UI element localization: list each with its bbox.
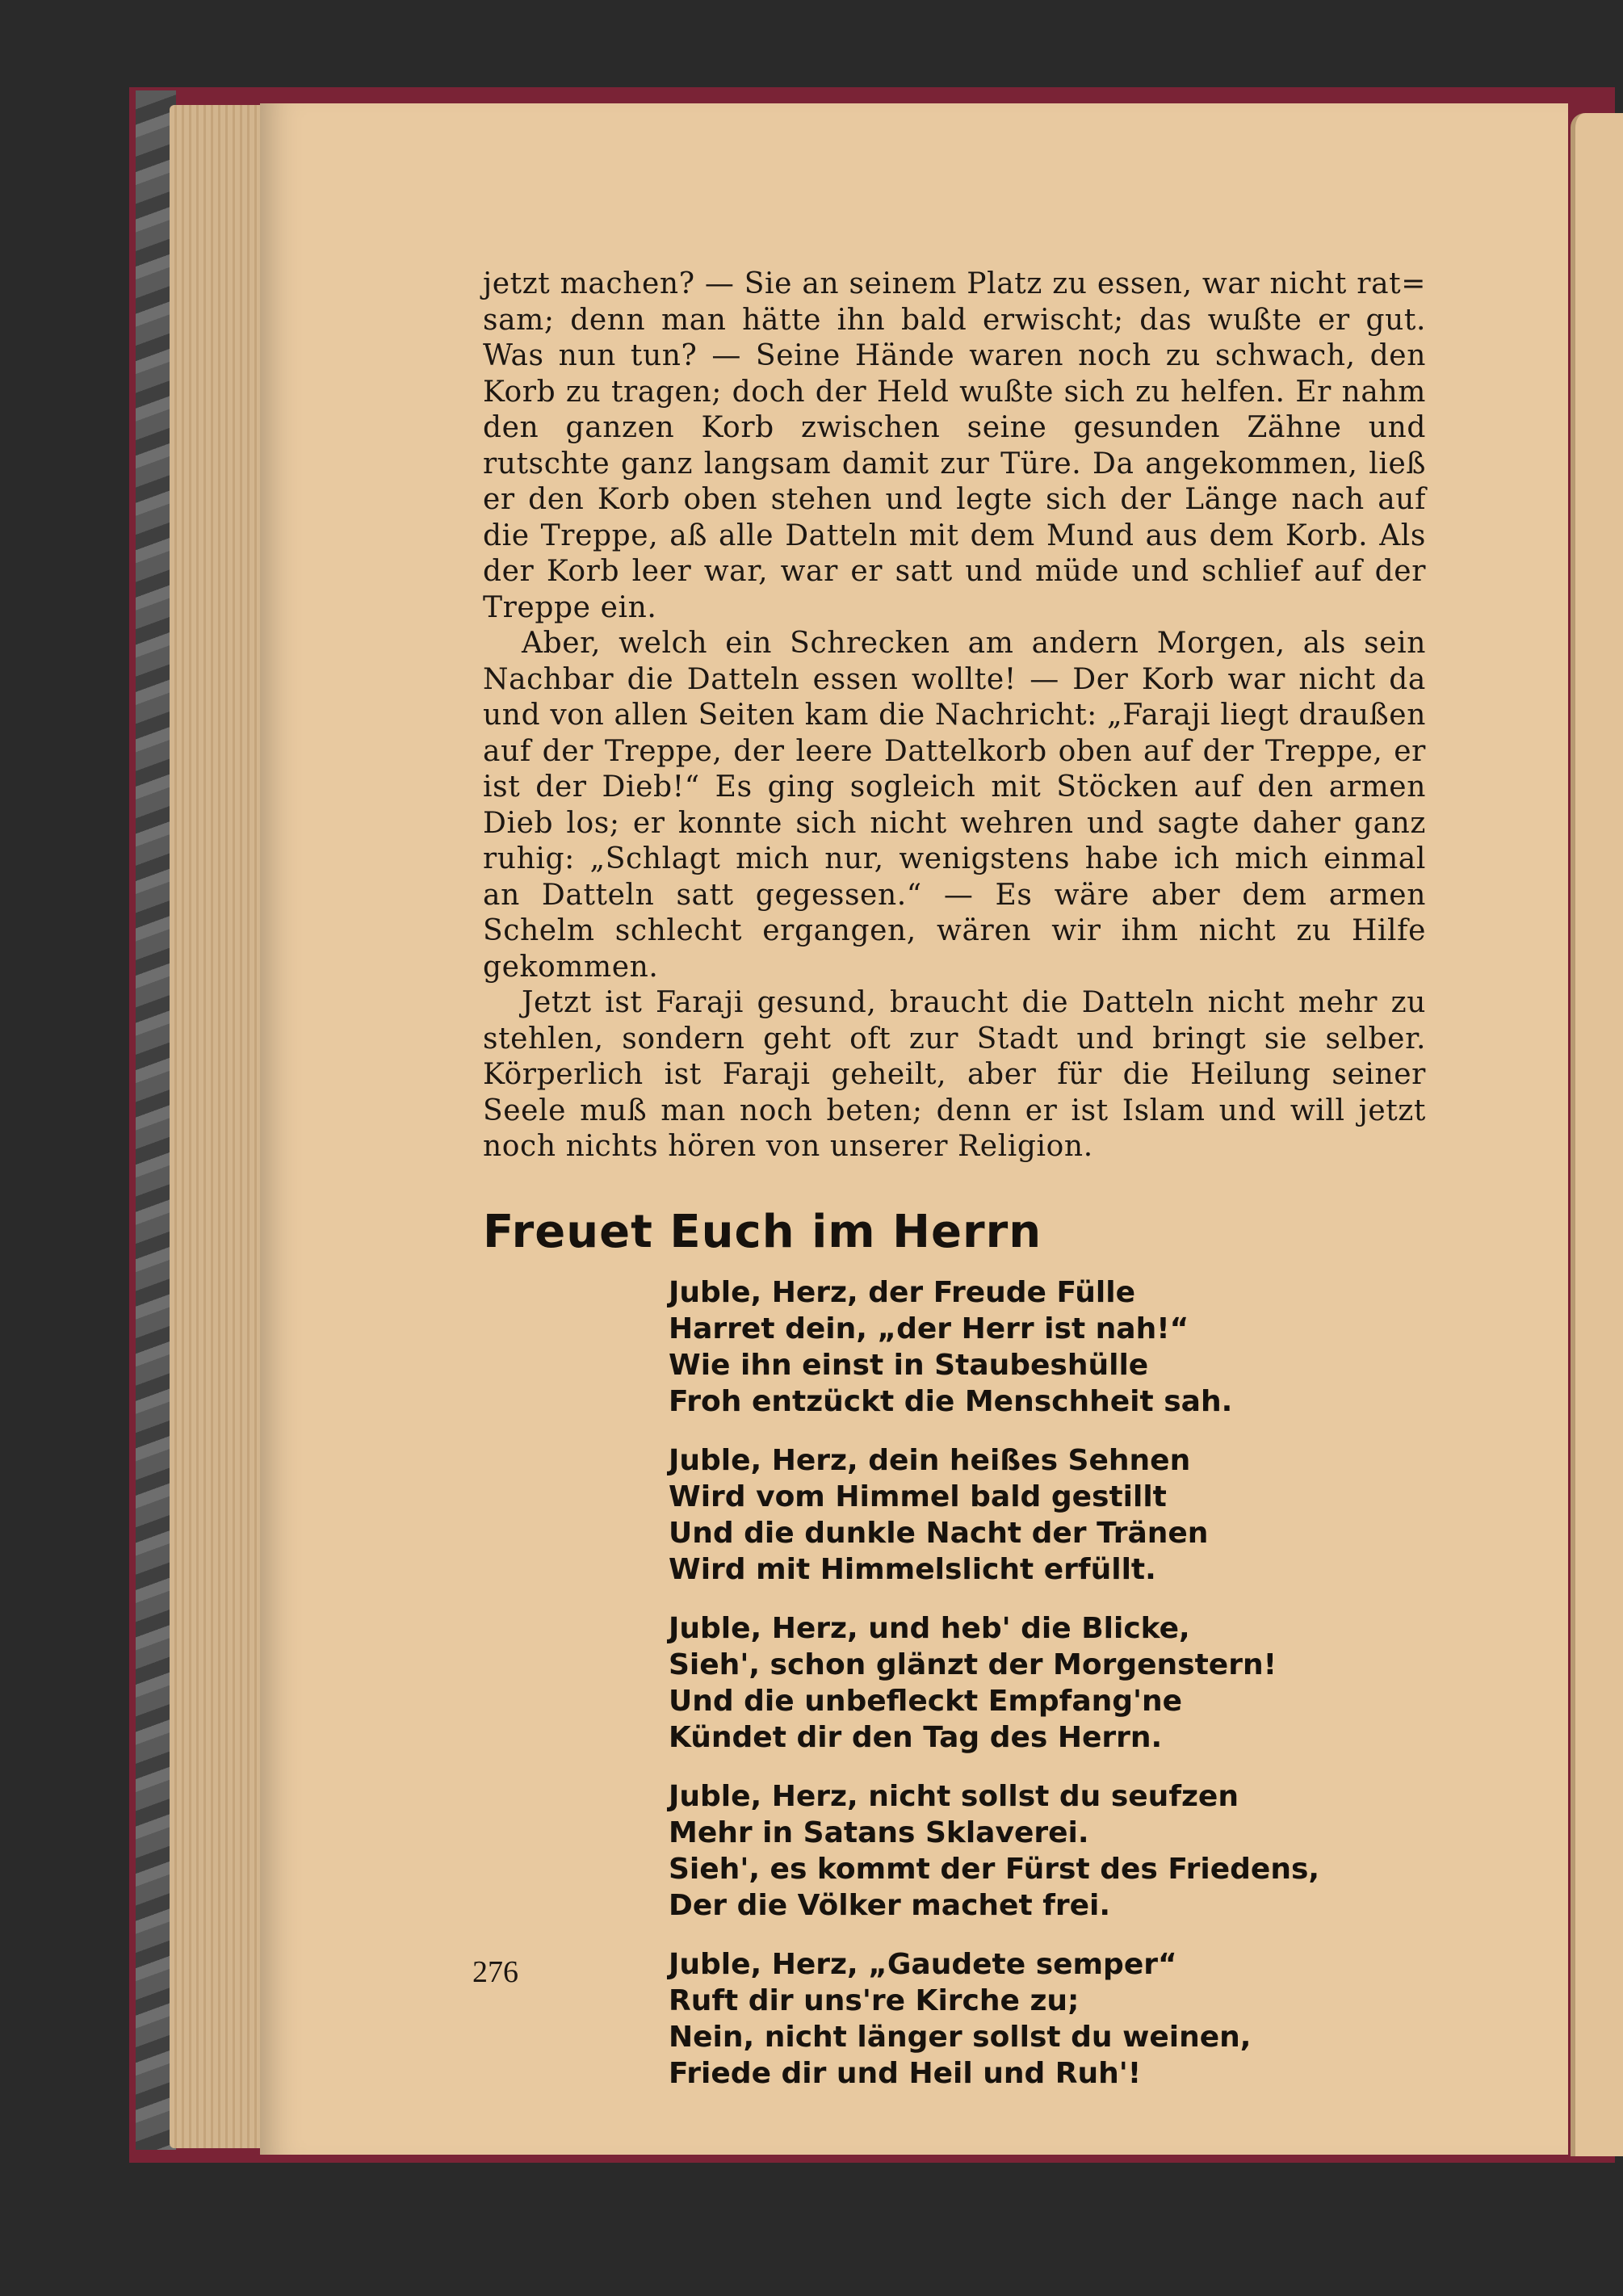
poem-line: Mehr in Satans Sklaverei.: [669, 1815, 1089, 1849]
poem-stanza: [669, 1946, 1426, 2092]
page-content: [483, 267, 1426, 2114]
poem-line: Ruft dir uns're Kirche zu;: [669, 1983, 1080, 2017]
poem-title: Freuet Euch im Herrn: [483, 1205, 1042, 1258]
poem-line: Der die Völker machet frei.: [669, 1888, 1111, 1922]
poem-stanza: [669, 1274, 1426, 1420]
page-edges: [170, 105, 266, 2148]
poem-line: Nein, nicht länger sollst du weinen,: [669, 2020, 1252, 2054]
poem-line: Juble, Herz, dein heißes Sehnen: [669, 1443, 1191, 1477]
paragraph: Aber, welch ein Schrecken am andern Morgen, als sein Nachbar die Datteln essen wollte! — Der Korb war nicht da und von allen Seiten kam die Nachricht: „Faraji liegt draußen auf der Treppe, der leere Dattelkorb oben auf der Treppe, er ist der Dieb!“ Es ging sogleich mit Stöcken auf den armen Dieb los; er konnte sich nicht wehren und sagte daher ganz ruhig: „Schlagt mich nur, wenigstens habe ich mich einmal an Datteln satt gegessen.“ — Es wäre aber dem armen Schelm schlecht ergangen, wären wir ihm nicht zu Hilfe gekommen.: [483, 627, 1426, 984]
poem-line: Juble, Herz, der Freude Fülle: [669, 1275, 1136, 1309]
poem-line: Wie ihn einst in Staubeshülle: [669, 1348, 1149, 1382]
poem-line: Sieh', schon glänzt der Morgenstern!: [669, 1647, 1277, 1681]
poem-line: Kündet dir den Tag des Herrn.: [669, 1720, 1163, 1754]
poem-line: Und die unbefleckt Empfang'ne: [669, 1684, 1183, 1718]
facing-page-edge: [1571, 113, 1623, 2156]
page-number: 276: [472, 1955, 518, 1989]
poem-line: Juble, Herz, nicht sollst du seufzen: [669, 1779, 1239, 1813]
poem-line: Wird mit Himmelslicht erfüllt.: [669, 1552, 1156, 1586]
prose-text: [483, 267, 1426, 1165]
poem-line: Harret dein, „der Herr ist nah!“: [669, 1312, 1189, 1345]
poem-stanza: [669, 1442, 1426, 1588]
poem-line: Friede dir und Heil und Ruh'!: [669, 2056, 1142, 2090]
poem-line: Und die dunkle Nacht der Tränen: [669, 1516, 1209, 1550]
poem-line: Wird vom Himmel bald gestillt: [669, 1480, 1167, 1513]
paragraph: Jetzt ist Faraji gesund, braucht die Datteln nicht mehr zu stehlen, sondern geht oft zur Stadt und bringt sie selber. Körperlich ist Faraji geheilt, aber für die Heilung seiner Seele muß man noch beten; denn er ist Islam und will jetzt noch nichts hören von unserer Religion.: [483, 986, 1426, 1163]
poem-stanza: [669, 1778, 1426, 1924]
poem-line: Froh entzückt die Menschheit sah.: [669, 1384, 1233, 1418]
poem-line: Juble, Herz, und heb' die Blicke,: [669, 1611, 1190, 1645]
poem-line: Juble, Herz, „Gaudete semper“: [669, 1947, 1177, 1981]
poem-stanza: [669, 1610, 1426, 1756]
paragraph: jetzt machen? — Sie an seinem Platz zu essen, war nicht rat= sam; denn man hätte ihn bald erwischt; das wußte er gut. Was nun tun? — Seine Hände waren noch zu schwach, den Korb zu tragen; doch der Held wußte sich zu helfen. Er nahm den ganzen Korb zwischen seine gesunden Zähne und rutschte ganz langsam damit zur Türe. Da angekommen, ließ er den Korb oben stehen und legte sich der Länge nach auf die Treppe, aß alle Datteln mit dem Mund aus dem Korb. Als der Korb leer war, war er satt und müde und schlief auf der Treppe ein.: [483, 267, 1426, 624]
poem-line: Sieh', es kommt der Fürst des Friedens,: [669, 1852, 1320, 1886]
